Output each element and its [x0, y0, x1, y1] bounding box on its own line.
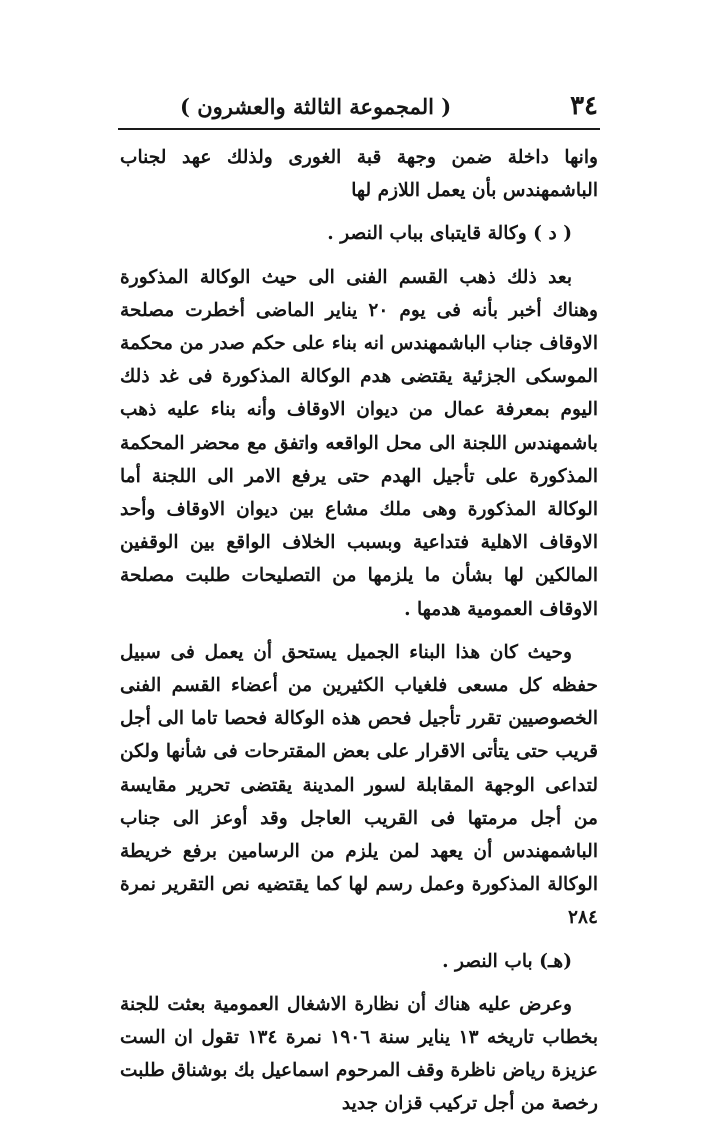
section-heading-d: ( د ) وكالة قايتباى بباب النصر . [327, 223, 572, 245]
paragraph-continuation: وانها داخلة ضمن وجهة قبة الغورى ولذلك عهد لجناب الباشمهندس بأن يعمل اللازم لها [120, 147, 598, 202]
running-title: ( المجموعة الثالثة والعشرون ) [180, 93, 452, 119]
section-heading-h: (هـ) باب النصر . [442, 950, 572, 972]
paragraph-preservation: وحيث كان هذا البناء الجميل يستحق أن يعمل فى سبيل حفظه كل مسعى فلغياب الكثيرين من أعضاء القسم الفنى الخصوصيين تقرر تأجيل فحص هذه الوكالة فحصا تاما الى أجل قريب حتى يتأتى الاقرار على بعض المقترحات فى شأنها ولكن لتداعى الوجهة المقابلة لسور المدينة يقتضى تحرير مقايسة من أجل مرمتها فى القريب العاجل وقد أوعز الى جناب الباشمهندس أن يعهد لمن يلزم من الرسامين برفع خريطة الوكالة المذكورة وعمل رسم لها كما يقتضيه نص التقرير نمرة ٢٨٤ [120, 641, 598, 929]
running-head [120, 86, 598, 126]
header-rule [118, 128, 600, 130]
paragraph-qaytbay: بعد ذلك ذهب القسم الفنى الى حيث الوكالة المذكورة وهناك أخبر بأنه فى يوم ٢٠ يناير الماضى أخطرت مصلحة الاوقاف جناب الباشمهندس انه بناء على حكم صدر من محكمة الموسكى الجزئية يقتضى هدم الوكالة المذكورة فى غد ذلك اليوم بمعرفة عمال من ديوان الاوقاف وأنه بناء عليه ذهب باشمهندس اللجنة الى محل الواقعه واتفق مع محضر المحكمة المذكورة على تأجيل الهدم حتى يرفع الامر الى اللجنة أما الوكالة المذكورة وهى ملك مشاع بين ديوان الاوقاف وأحد الاوقاف الاهلية فتداعية وبسبب الخلاف الواقع بين الوقفين المالكين لها بشأن ما يلزمها من التصليحات طلبت مصلحة الاوقاف العمومية هدمها . [120, 266, 598, 620]
paragraph-bab-al-nasr: وعرض عليه هناك أن نظارة الاشغال العمومية بعثت للجنة بخطاب تاريخه ١٣ يناير سنة ١٩٠٦ نمرة ١٣٤ تقول ان الست عزيزة رياض ناظرة وقف المرحوم اسماعيل بك بوشناق طلبت رخصة من أجل تركيب قزان جديد [120, 993, 598, 1115]
body-text [120, 141, 598, 1121]
page-number: ٣٤ [570, 91, 598, 121]
